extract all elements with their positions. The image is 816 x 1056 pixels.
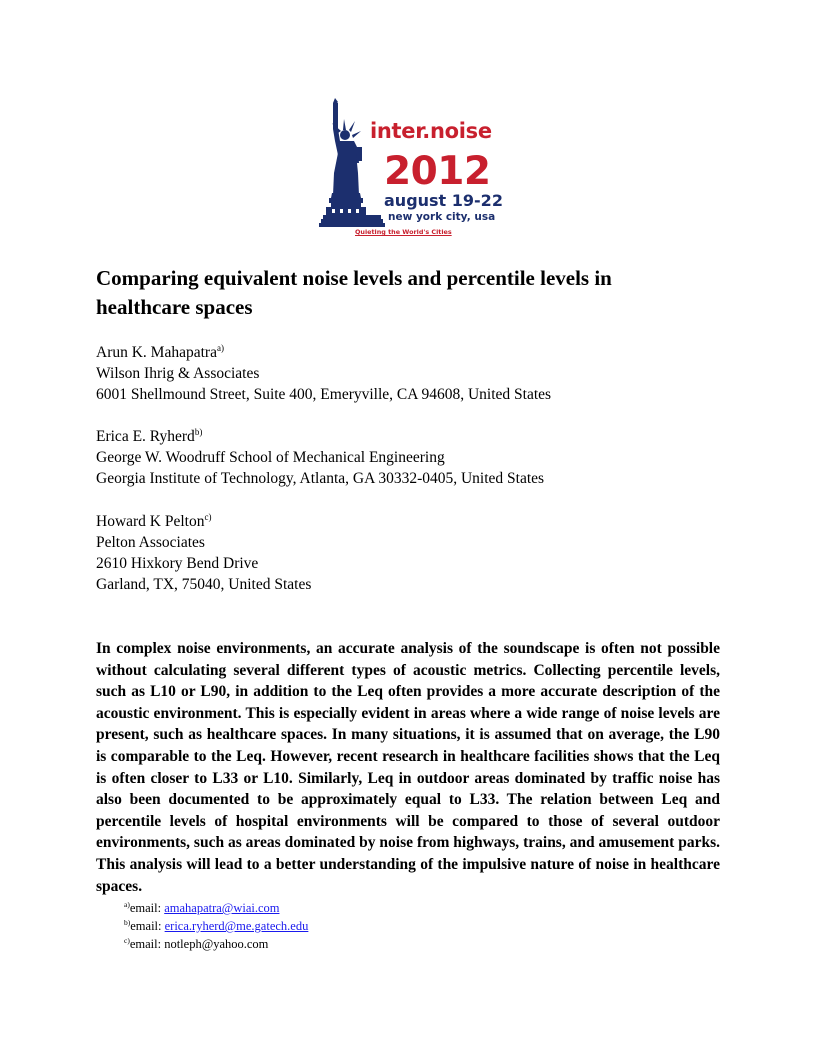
author-name-line — [96, 426, 544, 447]
footnote-prefix: email: — [130, 919, 165, 933]
author-name: Howard K Pelton — [96, 513, 205, 530]
conference-logo — [318, 97, 504, 245]
logo-name: inter.noise — [370, 119, 492, 143]
author-name: Arun K. Mahapatra — [96, 344, 217, 361]
logo-city: new york city, usa — [388, 211, 496, 223]
author-name: Erica E. Ryherd — [96, 428, 195, 445]
footnote-mark: c) — [124, 936, 130, 945]
author-address: 2610 Hixkory Bend Drive — [96, 555, 259, 572]
footnote-prefix: email: — [129, 937, 165, 951]
footnote-c — [124, 935, 308, 953]
email-link-mahapatra[interactable]: amahapatra@wiai.com — [164, 901, 280, 915]
author-affiliation: Wilson Ihrig & Associates — [96, 365, 260, 382]
logo-tagline: Quieting the World's Cities — [355, 228, 452, 236]
email-text-pelton: notleph@yahoo.com — [164, 937, 269, 951]
footnote-prefix: email: — [129, 901, 165, 915]
abstract: In complex noise environments, an accurate analysis of the soundscape is often not possible without calculating several different types of acoustic metrics. Collecting percentile levels, such as L10 or L90, in addition to the Leq often provides a more accurate description of the acoustic environment. This is especially evident in areas where a wide range of noise levels are present, such as healthcare spaces. In many situations, it is assumed that on average, the L90 is comparable to the Leq. However, recent research in healthcare facilities shows that the Leq is often closer to L33 or L10. Similarly, Leq in outdoor areas dominated by traffic noise has also been documented to be approximately equal to L33. The relation between Leq and percentile levels of hospital environments will be compared to those of several outdoor environments, such as areas dominated by noise from highways, trains, and amusement parks. This analysis will lead to a better understanding of the impulsive nature of noise in healthcare spaces. — [96, 640, 720, 895]
author-city: Garland, TX, 75040, United States — [96, 576, 312, 593]
email-link-ryherd[interactable]: erica.ryherd@me.gatech.edu — [164, 919, 309, 933]
footnote-a — [124, 899, 308, 917]
logo-dates: august 19-22 — [384, 191, 503, 210]
author-address: Georgia Institute of Technology, Atlanta, GA 30332-0405, United States — [96, 470, 545, 487]
footnotes — [124, 899, 308, 953]
author-mark: b) — [194, 427, 203, 437]
author-block-mahapatra — [96, 342, 551, 405]
author-address: 6001 Shellmound Street, Suite 400, Emeryville, CA 94608, United States — [96, 386, 552, 403]
author-affiliation: George W. Woodruff School of Mechanical Engineering — [96, 449, 445, 466]
logo-year: 2012 — [384, 149, 491, 194]
footnote-mark: b) — [124, 918, 131, 927]
author-mark: a) — [216, 343, 224, 353]
author-name-line — [96, 511, 311, 532]
footnote-mark: a) — [124, 900, 130, 909]
author-mark: c) — [204, 512, 212, 522]
author-name-line — [96, 342, 551, 363]
author-affiliation: Pelton Associates — [96, 534, 205, 551]
author-block-ryherd — [96, 426, 544, 489]
footnote-b — [124, 917, 308, 935]
paper-title: Comparing equivalent noise levels and percentile levels in healthcare spaces — [96, 266, 612, 319]
author-block-pelton — [96, 511, 311, 595]
